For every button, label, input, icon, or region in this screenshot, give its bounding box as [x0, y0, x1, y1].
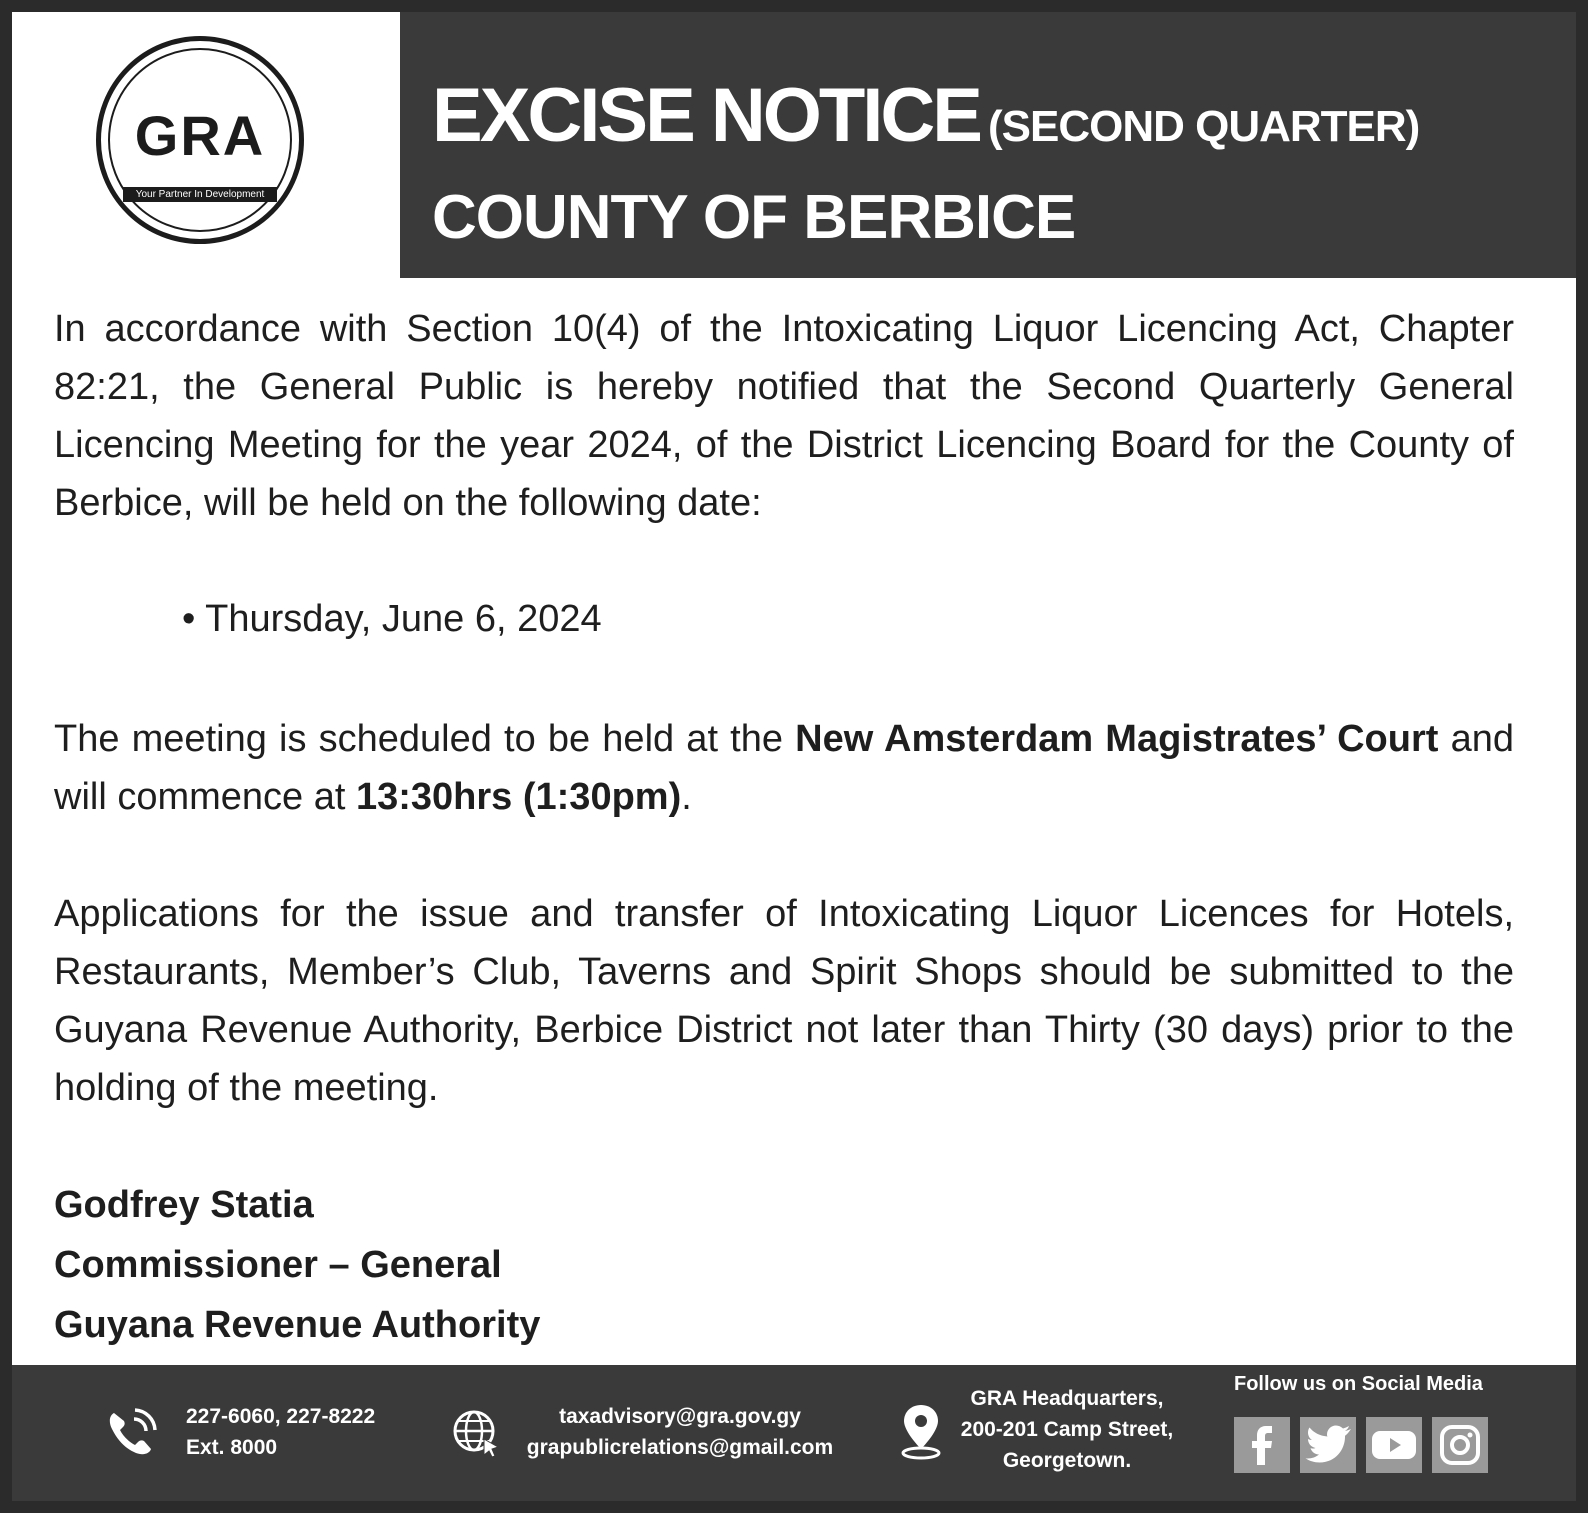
address-line-3: Georgetown.: [1002, 1449, 1132, 1472]
signatory-position: Commissioner – General: [54, 1244, 502, 1286]
venue-name: New Amsterdam Magistrates’ Court: [795, 718, 1439, 760]
phone-contact: [186, 1401, 375, 1463]
venue-text-1: The meeting is scheduled to be held at the: [54, 718, 796, 760]
youtube-icon[interactable]: [1366, 1417, 1422, 1473]
paragraph-venue: [54, 710, 1514, 826]
paragraph-intro: In accordance with Section 10(4) of the Intoxicating Liquor Licencing Act, Chapter 82:21, the General Public is hereby notified that the Second Quarterly General Licencing Meeting for the year 2024, of the District Licencing Board for the County of Berbice, will be held on the following date:: [54, 308, 1514, 524]
facebook-icon[interactable]: [1234, 1417, 1290, 1473]
notice-title-line: [432, 72, 1419, 159]
twitter-icon[interactable]: [1300, 1417, 1356, 1473]
phone-extension: Ext. 8000: [186, 1436, 278, 1459]
notice-title-suffix: (SECOND QUARTER): [988, 102, 1420, 151]
meeting-time: 13:30hrs (1:30pm): [355, 776, 682, 818]
logo-letters: GRA: [134, 104, 266, 167]
notice-subtitle: COUNTY OF BERBICE: [432, 183, 1076, 252]
logo-tagline: Your Partner In Development: [123, 187, 277, 202]
signatory-name: Godfrey Statia: [54, 1184, 314, 1226]
email-contact: [510, 1401, 850, 1463]
phone-icon: [104, 1405, 160, 1466]
meeting-date: • Thursday, June 6, 2024: [182, 598, 602, 640]
address-line-2: 200-201 Camp Street,: [960, 1418, 1174, 1441]
header-banner: [12, 12, 1576, 278]
address-contact: [942, 1383, 1192, 1476]
paragraph-applications: Applications for the issue and transfer of Intoxicating Liquor Licences for Hotels, Restaurants, Member’s Club, Taverns and Spirit Shops should be submitted to the Guyana Revenue Authority, Berbice District not later than Thirty (30 days) prior to the holding of the meeting.: [54, 893, 1514, 1109]
notice-title: EXCISE NOTICE: [432, 73, 980, 158]
social-media-label: Follow us on Social Media: [1234, 1373, 1483, 1395]
globe-icon: [450, 1407, 502, 1464]
contact-footer: [12, 1365, 1576, 1501]
phone-numbers: 227-6060, 227-8222: [186, 1405, 376, 1428]
email-public-relations[interactable]: grapublicrelations@gmail.com: [526, 1436, 834, 1459]
gra-logo: [96, 36, 304, 244]
instagram-icon[interactable]: [1432, 1417, 1488, 1473]
signatory-organization: Guyana Revenue Authority: [54, 1304, 541, 1346]
location-pin-icon: [896, 1401, 946, 1466]
address-line-1: GRA Headquarters,: [970, 1387, 1164, 1410]
logo-box: [12, 12, 400, 278]
signature-block: [54, 1175, 540, 1355]
email-tax-advisory[interactable]: taxadvisory@gra.gov.gy: [559, 1405, 801, 1428]
venue-text-3: .: [681, 776, 692, 818]
venue-text-2: and will commence at: [54, 718, 1515, 818]
